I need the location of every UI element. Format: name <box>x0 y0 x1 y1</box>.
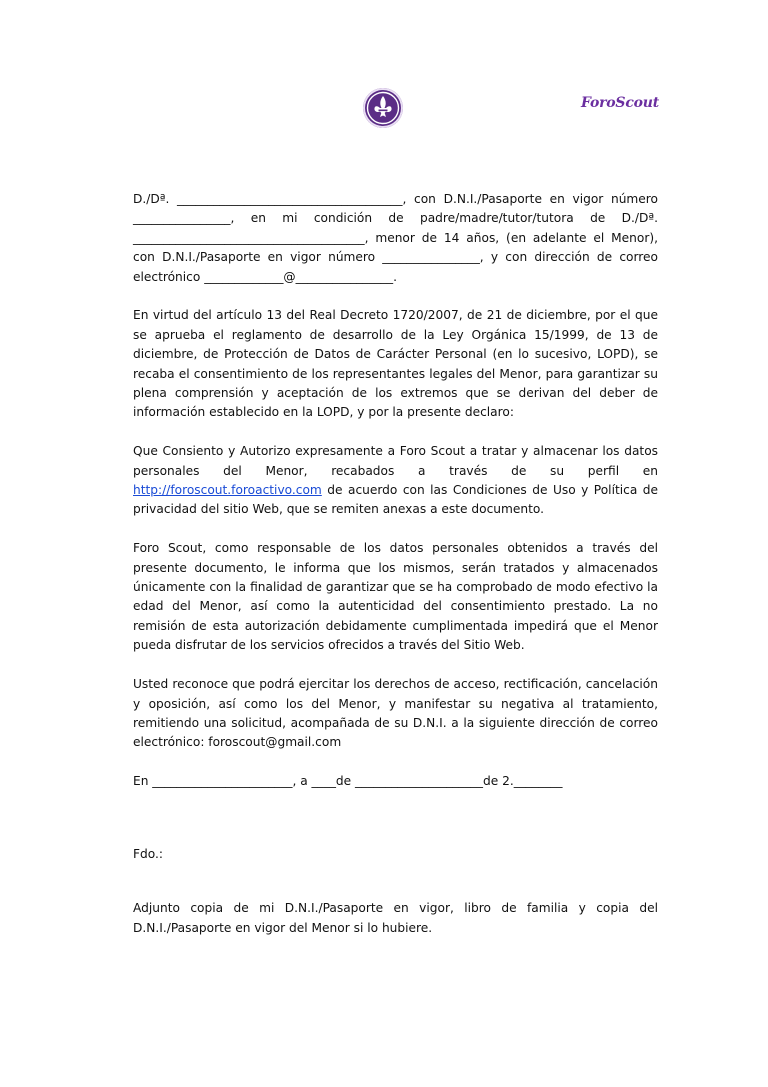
place-date-line: En _______________________, a ____de _____________________de 2.________ <box>133 774 563 789</box>
attachment-note: Adjunto copia de mi D.N.I./Pasaporte en vigor, libro de familia y copia del D.N.I./Pasaporte en vigor del Menor si lo hubiere. <box>133 901 658 935</box>
guardian-details-paragraph: D./Dª. _____________________________________, con D.N.I./Pasaporte en vigor número ________________, en mi condición de padre/madre/tutor/tutora de D./Dª. ______________________________________, menor de 14 años, (en adelante el Menor), con D.N.I./Pasaporte en vigor número ________________, y con dirección de correo electrónico _____________@________________. <box>133 192 658 284</box>
signature-label: Fdo.: <box>133 847 163 861</box>
rights-paragraph: Usted reconoce que podrá ejercitar los derechos de acceso, rectificación, cancelación y oposición, así como los del Menor, y manifestar su negativa al tratamiento, remitiendo una solicitud, acompañada de su D.N.I. a la siguiente dirección de correo electrónico: foroscout@gmail.com <box>133 677 658 750</box>
foroscout-logo: ForoScout <box>581 95 660 111</box>
scout-emblem <box>363 88 403 128</box>
consent-paragraph <box>133 442 658 520</box>
document-body <box>133 190 658 811</box>
legal-basis-paragraph: En virtud del artículo 13 del Real Decreto 1720/2007, de 21 de diciembre, por el que se aprueba el reglamento de desarrollo de la Ley Orgánica 15/1999, de 13 de diciembre, de Protección de Datos de Carácter Personal (en lo sucesivo, LOPD), se recaba el consentimiento de los representantes legales del Menor, para garantizar su plena comprensión y aceptación de los extremos que se derivan del deber de información establecido en la LOPD, y por la presente declaro: <box>133 308 658 420</box>
consent-text-start: Que Consiento y Autorizo expresamente a Foro Scout a tratar y almacenar los datos personales del Menor, recabados a través de su perfil en <box>133 444 658 478</box>
fleur-de-lis-icon <box>363 88 403 128</box>
data-controller-paragraph: Foro Scout, como responsable de los datos personales obtenidos a través del presente documento, le informa que los mismos, serán tratados y almacenados únicamente con la finalidad de garantizar que se ha comprobado de modo efectivo la edad del Menor, así como la autenticidad del consentimiento prestado. La no remisión de esta autorización debidamente cumplimentada impedirá que el Menor pueda disfrutar de los servicios ofrecidos a través del Sitio Web. <box>133 541 658 653</box>
consent-text-end: de acuerdo con las Condiciones de Uso y Política de privacidad del sitio Web, que se remiten anexas a este documento. <box>133 483 658 517</box>
foroscout-site-link[interactable]: http://foroscout.foroactivo.com <box>133 483 322 498</box>
